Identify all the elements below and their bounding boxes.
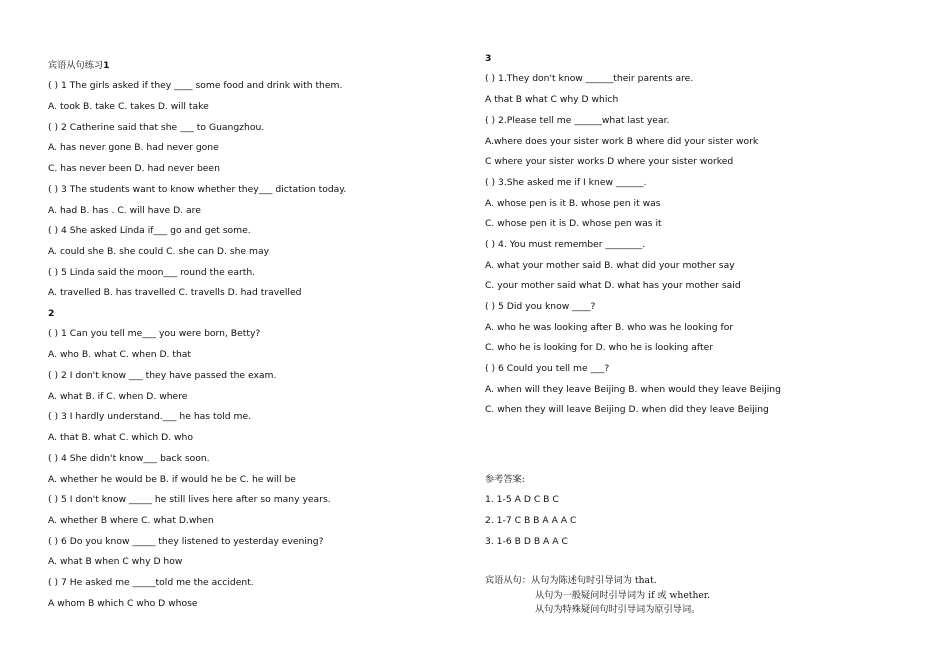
question-line: ( ) 1 Can you tell me___ you were born, Betty?: [48, 328, 261, 339]
grammar-note-line: 从句为一般疑问时引导词为 if 或 whether.: [535, 590, 711, 601]
options-line: A. what B when C why D how: [48, 556, 183, 567]
options-line: C. has never been D. had never been: [48, 163, 220, 174]
question-line: ( ) 3.She asked me if I knew ______.: [485, 177, 647, 188]
answer-line: 1. 1-5 A D C B C: [485, 494, 559, 505]
options-line: A. travelled B. has travelled C. travells D. had travelled: [48, 287, 302, 298]
title-text: 宾语从句练习: [48, 60, 104, 71]
options-line: A. took B. take C. takes D. will take: [48, 101, 209, 112]
worksheet-title: [48, 60, 110, 72]
grammar-note-line: 从句为特殊疑问句时引导词为原引导词。: [535, 604, 701, 615]
options-line: C. when they will leave Beijing D. when did they leave Beijing: [485, 404, 769, 415]
options-line: A. what B. if C. when D. where: [48, 391, 188, 402]
answers-title: 参考答案:: [485, 474, 525, 485]
options-line: A. when will they leave Beijing B. when would they leave Beijing: [485, 384, 781, 395]
title-number: 1: [103, 60, 110, 71]
question-line: ( ) 3 I hardly understand.___ he has told me.: [48, 411, 252, 422]
question-line: ( ) 7 He asked me _____told me the accident.: [48, 577, 254, 588]
options-line: A. whether he would be B. if would he be C. he will be: [48, 474, 296, 485]
question-line: ( ) 3 The students want to know whether they___ dictation today.: [48, 184, 347, 195]
answer-line: 3. 1-6 B D B A A C: [485, 536, 568, 547]
options-line: A. what your mother said B. what did your mother say: [485, 260, 735, 271]
options-line: A. who he was looking after B. who was he looking for: [485, 322, 734, 333]
question-line: ( ) 4 She asked Linda if___ go and get some.: [48, 225, 251, 236]
question-line: ( ) 5 Did you know ____?: [485, 301, 596, 312]
options-line: A. had B. has . C. will have D. are: [48, 205, 201, 216]
question-line: ( ) 4 She didn't know___ back soon.: [48, 453, 210, 464]
section-2-heading: 2: [48, 308, 55, 319]
question-line: ( ) 6 Could you tell me ___?: [485, 363, 610, 374]
options-line: C. whose pen it is D. whose pen was it: [485, 218, 662, 229]
answer-line: 2. 1-7 C B B A A A C: [485, 515, 577, 526]
question-line: ( ) 5 I don't know _____ he still lives here after so many years.: [48, 494, 331, 505]
options-line: A. whose pen is it B. whose pen it was: [485, 198, 661, 209]
options-line: A. who B. what C. when D. that: [48, 349, 192, 360]
options-line: A. could she B. she could C. she can D. she may: [48, 246, 270, 257]
options-line: C. your mother said what D. what has your mother said: [485, 280, 741, 291]
options-line: A that B what C why D which: [485, 94, 619, 105]
question-line: ( ) 2 I don't know ___ they have passed the exam.: [48, 370, 277, 381]
section-3-heading: 3: [485, 53, 492, 64]
options-line: C. who he is looking for D. who he is looking after: [485, 342, 714, 353]
question-line: ( ) 4. You must remember ________.: [485, 239, 646, 250]
question-line: ( ) 1 The girls asked if they ____ some food and drink with them.: [48, 80, 343, 91]
options-line: C where your sister works D where your sister worked: [485, 156, 734, 167]
options-line: A. that B. what C. which D. who: [48, 432, 193, 443]
options-line: A. whether B where C. what D.when: [48, 515, 214, 526]
options-line: A.where does your sister work B where did your sister work: [485, 136, 759, 147]
question-line: ( ) 6 Do you know _____ they listened to yesterday evening?: [48, 536, 324, 547]
options-line: A whom B which C who D whose: [48, 598, 198, 609]
question-line: ( ) 2 Catherine said that she ___ to Guangzhou.: [48, 122, 265, 133]
grammar-note-line: 宾语从句：从句为陈述句时引导词为 that.: [485, 575, 657, 586]
question-line: ( ) 1.They don't know ______their parents are.: [485, 73, 694, 84]
options-line: A. has never gone B. had never gone: [48, 142, 219, 153]
question-line: ( ) 2.Please tell me ______what last year.: [485, 115, 670, 126]
question-line: ( ) 5 Linda said the moon___ round the earth.: [48, 267, 256, 278]
